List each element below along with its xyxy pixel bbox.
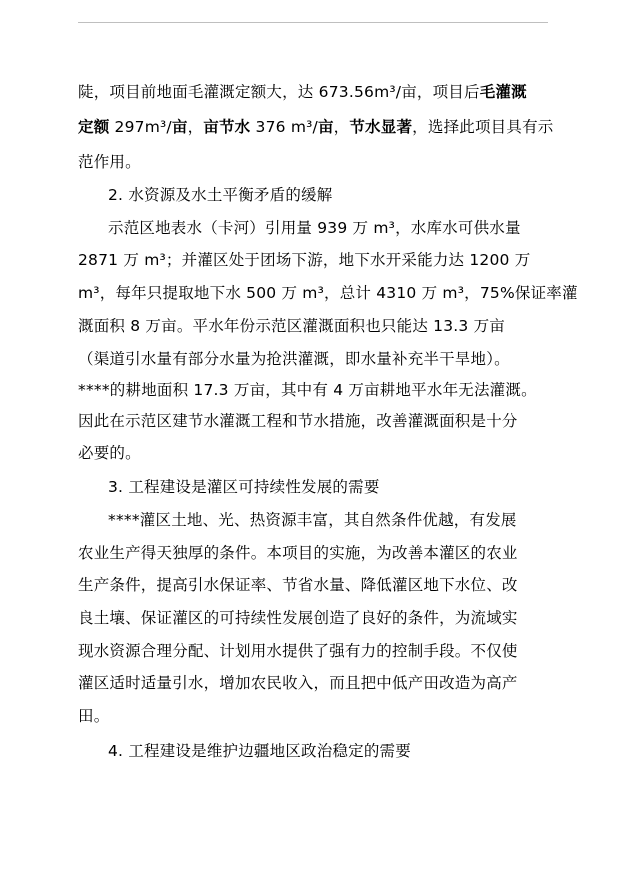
text-run: 2871 万 m³；并灌区处于团场下游，地下水开采能力达 1200 万: [78, 251, 531, 269]
section-heading-2: [108, 185, 332, 205]
text-run: 田。: [78, 707, 110, 725]
text-line: [78, 152, 141, 172]
text-run: （渠道引水量有部分水量为抢洪灌溉，即水量补充半干旱地）。: [78, 350, 510, 368]
text-line: [78, 349, 510, 369]
text-run: 376 m³/: [250, 118, 318, 136]
text-run: 范作用。: [78, 153, 141, 171]
text-run: ****灌区土地、光、热资源丰富，其自然条件优越，有发展: [108, 511, 517, 529]
text-run: ，: [187, 118, 204, 136]
bold-text-run: 毛灌溉: [479, 83, 527, 101]
text-line: [78, 380, 537, 400]
text-line: [78, 706, 109, 726]
bold-text-run: 亩: [171, 118, 188, 136]
text-line: [78, 82, 527, 102]
text-run: 4. 工程建设是维护边疆地区政治稳定的需要: [108, 742, 411, 760]
text-run: 3. 工程建设是灌区可持续性发展的需要: [108, 478, 380, 496]
section-heading-3: [108, 477, 380, 497]
text-run: 必要的。: [78, 444, 141, 462]
text-run: 2. 水资源及水土平衡矛盾的缓解: [108, 186, 333, 204]
bold-text-run: 亩节水: [203, 118, 251, 136]
text-run: 良土壤、保证灌区的可持续性发展创造了良好的条件，为流域实: [78, 609, 518, 627]
text-line: [108, 218, 521, 238]
text-line: [78, 283, 578, 303]
bold-text-run: 节水显著: [349, 118, 413, 136]
text-line: [78, 411, 518, 431]
text-line: [78, 117, 553, 137]
bold-text-run: 定额: [78, 118, 110, 136]
text-run: ，: [333, 118, 350, 136]
text-run: 297m³/: [109, 118, 172, 136]
section-heading-4: [108, 741, 411, 761]
text-line: [78, 316, 505, 336]
text-run: 现水资源合理分配、计划用水提供了强有力的控制手段。不仅使: [78, 642, 518, 660]
text-run: 灌区适时适量引水，增加农民收入，而且把中低产田改造为高产: [78, 674, 518, 692]
header-rule: [78, 22, 548, 23]
text-line: [108, 510, 517, 530]
text-run: 生产条件，提高引水保证率、节省水量、降低灌区地下水位、改: [78, 576, 518, 594]
text-line: [78, 543, 518, 563]
text-line: [78, 250, 530, 270]
text-run: 农业生产得天独厚的条件。本项目的实施，为改善本灌区的农业: [78, 544, 518, 562]
text-run: m³，每年只提取地下水 500 万 m³，总计 4310 万 m³，75%保证率灌: [78, 284, 578, 302]
text-line: [78, 641, 518, 661]
text-run: 示范区地表水（卡河）引用量 939 万 m³，水库水可供水量: [108, 219, 521, 237]
text-line: [78, 673, 518, 693]
bold-text-run: 亩: [317, 118, 334, 136]
text-line: [78, 575, 518, 595]
text-run: 溉面积 8 万亩。平水年份示范区灌溉面积也只能达 13.3 万亩: [78, 317, 505, 335]
text-line: [78, 608, 518, 628]
text-line: [78, 443, 141, 463]
text-run: ****的耕地面积 17.3 万亩，其中有 4 万亩耕地平水年无法灌溉。: [78, 381, 537, 399]
text-run: ，选择此项目具有示: [412, 118, 554, 136]
text-run: 陡，项目前地面毛灌溉定额大，达 673.56m³/亩，项目后: [78, 83, 480, 101]
text-run: 因此在示范区建节水灌溉工程和节水措施，改善灌溉面积是十分: [78, 412, 518, 430]
